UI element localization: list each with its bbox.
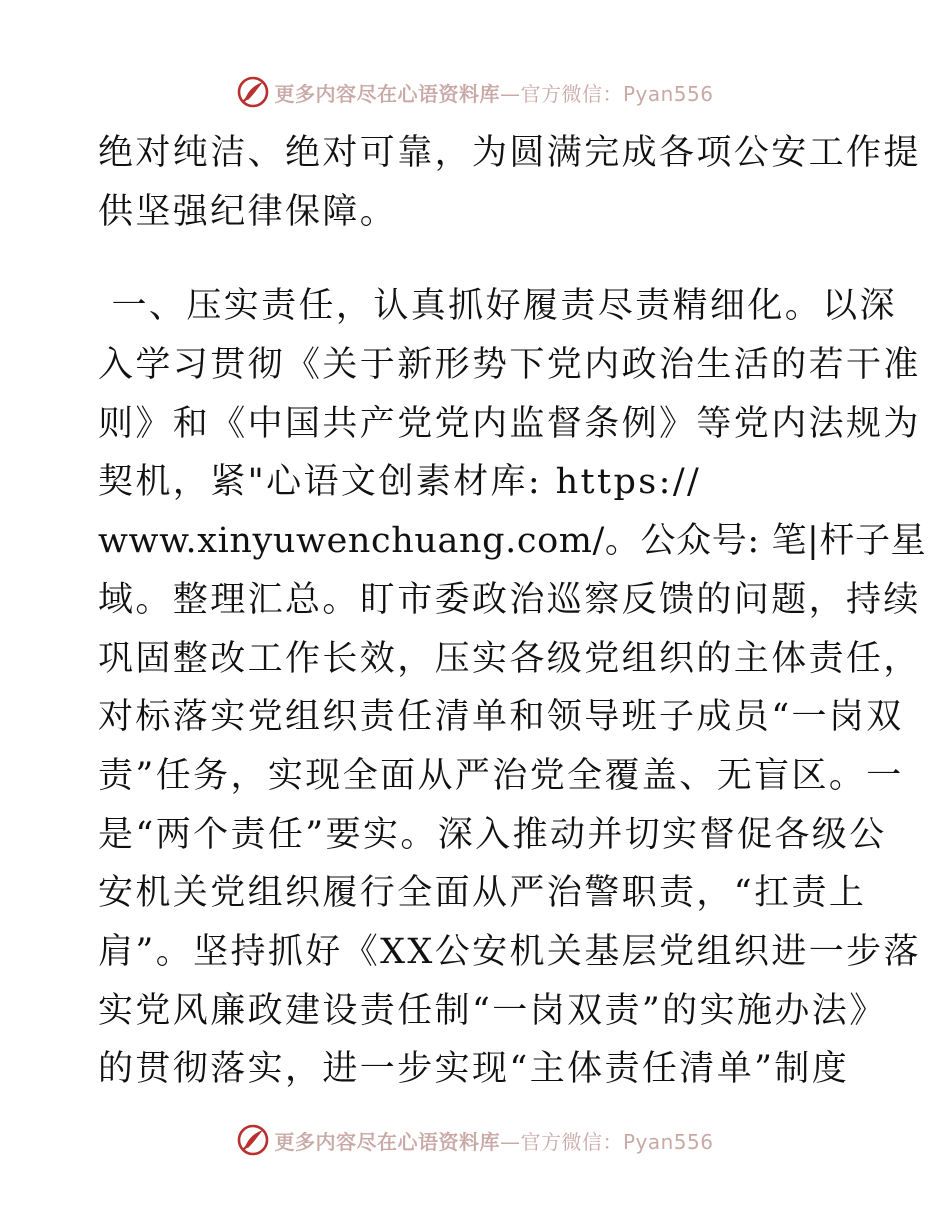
text-line: 是“两个责任”要实。深入推动并切实督促各级公	[98, 814, 887, 855]
document-body	[98, 124, 927, 1099]
text-line: 实党风廉政建设责任制“一岗双责”的实施办法》	[98, 990, 887, 1031]
footer-brand: 更多内容尽在心语资料库	[274, 1129, 500, 1154]
brush-logo-icon	[236, 75, 270, 109]
text-line: 契机，紧"心语文创素材库: https://	[98, 462, 702, 503]
text-line: 供坚强纪律保障。	[98, 191, 398, 232]
header-wechat: —官方微信：Pyan556	[499, 81, 714, 106]
text-line: 一、压实责任，认真抓好履责尽责精细化。以深	[98, 286, 897, 327]
text-line: 绝对纯洁、绝对可靠，为圆满完成各项公安工作提	[98, 133, 921, 173]
text-line: 对标落实党组织责任清单和领导班子成员“一岗双	[98, 697, 904, 738]
header-watermark	[0, 72, 950, 112]
brush-logo-icon	[236, 1123, 270, 1157]
text-line: 巩固整改工作长效，压实各级党组织的主体责任，	[98, 638, 921, 679]
text-line: 责”任务，实现全面从严治党全覆盖、无盲区。一	[98, 755, 904, 796]
header-brand: 更多内容尽在心语资料库	[274, 81, 500, 106]
text-line: 则》和《中国共产党党内监督条例》等党内法规为	[98, 403, 921, 444]
text-line: 安机关党组织履行全面从严治警职责，“扛责上	[98, 873, 867, 914]
text-line: 肩”。坚持抓好《XX公安机关基层党组织进一步落	[98, 931, 921, 972]
text-line: 入学习贯彻《关于新形势下党内政治生活的若干准	[98, 345, 921, 386]
text-line: 域。整理汇总。盯市委政治巡察反馈的问题，持续	[98, 579, 921, 620]
text-line: 的贯彻落实，进一步实现“主体责任清单”制度	[98, 1049, 850, 1090]
paragraph-gap	[98, 241, 868, 277]
footer-wechat: —官方微信：Pyan556	[499, 1129, 714, 1154]
header-banner-text	[274, 78, 713, 107]
footer-banner-text	[274, 1126, 713, 1155]
text-line: www.xinyuwenchuang.com/。公众号: 笔|杆子星	[98, 521, 927, 562]
footer-watermark	[0, 1120, 950, 1160]
